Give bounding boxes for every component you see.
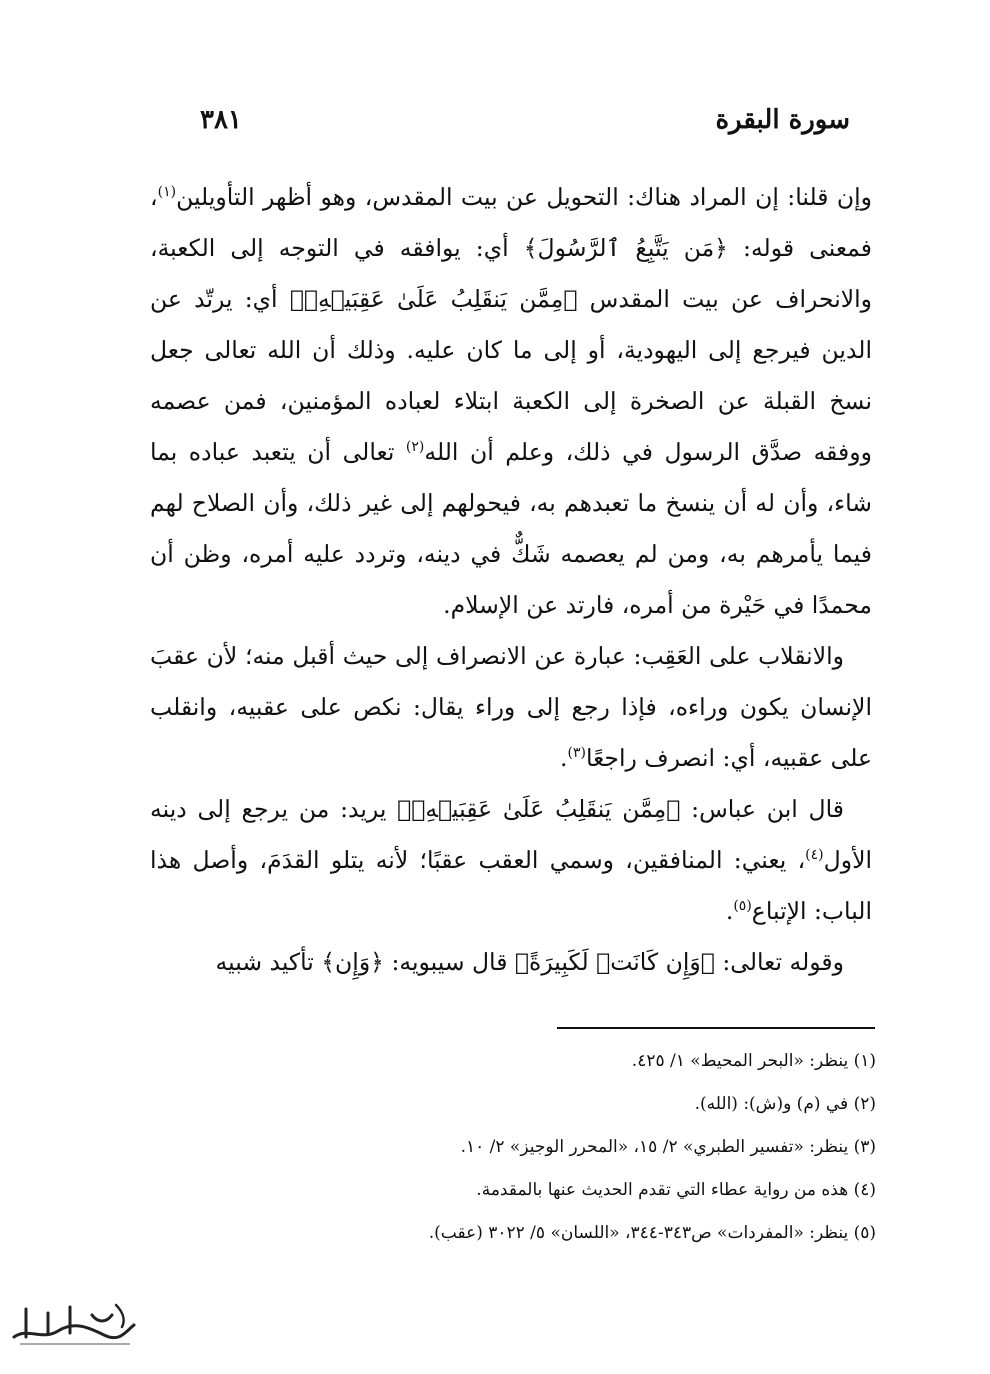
quran-quote: ﴿وَإِن كَانَتۡ لَكَبِيرَةً﴾	[514, 948, 715, 976]
text-run: قال سيبويه:	[383, 948, 515, 976]
paragraph-3	[150, 784, 872, 937]
quran-quote: ﴿مِمَّن يَنقَلِبُ عَلَىٰ عَقِبَيۡهِۚ﴾	[289, 285, 578, 313]
quran-quote: ﴿وَإِن﴾	[321, 948, 384, 976]
text-run: تأكيد شبيه	[215, 948, 322, 976]
page-header	[200, 100, 850, 140]
footnote-divider	[557, 1027, 875, 1029]
paragraph-4	[150, 937, 872, 988]
text-run: قال ابن عباس:	[680, 795, 845, 823]
footnote-ref-1[interactable]: (١)	[157, 184, 177, 201]
text-run: ، يعني: المنافقين، وسمي العقب عقبًا؛ لأنه يتلو القدَمَ، وأصل هذا الباب: الإتباع	[150, 846, 872, 925]
publisher-logo	[8, 1297, 140, 1349]
main-text	[150, 172, 872, 988]
page-number: ٣٨١	[200, 105, 242, 135]
footnote-5: (٥) ينظر: «المفردات» ص٣٤٣-٣٤٤، «اللسان» ٥/ ٣٠٢٢ (عقب).	[428, 1223, 876, 1243]
text-run: وإن قلنا: إن المراد هناك: التحويل عن بيت المقدس، وهو أظهر التأويلين	[176, 183, 872, 211]
footnote-ref-4[interactable]: (٤)	[805, 847, 824, 864]
quran-quote: ﴿مَن يَتَّبِعُ ٱلرَّسُولَ﴾	[523, 234, 728, 262]
text-run: ، فمعنى قوله:	[150, 183, 872, 262]
paragraph-2	[150, 631, 872, 784]
paragraph-1	[150, 172, 872, 631]
text-run: وقوله تعالى:	[714, 948, 844, 976]
text-run: .	[725, 897, 734, 925]
footnote-4: (٤) هذه من رواية عطاء التي تقدم الحديث عنها بالمقدمة.	[476, 1180, 876, 1200]
footnote-ref-2[interactable]: (٢)	[405, 439, 425, 456]
text-run: والانقلاب على العَقِب: عبارة عن الانصراف إلى حيث أقبل منه؛ لأن عقبَ الإنسان يكون وراءه، فإذا رجع إلى وراء يقال: نكص على عقبيه، وانقلب على عقبيه، أي: انصرف راجعًا	[150, 642, 872, 772]
footnote-3: (٣) ينظر: «تفسير الطبري» ٢/ ١٥، «المحرر الوجيز» ٢/ ١٠.	[460, 1137, 876, 1157]
text-run: .	[559, 744, 568, 772]
surah-title: سورة البقرة	[715, 105, 850, 135]
footnote-1: (١) ينظر: «البحر المحيط» ١/ ٤٢٥.	[631, 1051, 876, 1071]
text-run: يريد: من يرجع إلى دينه الأول	[150, 795, 872, 874]
footnote-ref-3[interactable]: (٣)	[567, 745, 586, 762]
quran-quote: ﴿مِمَّن يَنقَلِبُ عَلَىٰ عَقِبَيۡهِۚ﴾	[397, 795, 681, 823]
footnote-2: (٢) في (م) و(ش): (الله).	[694, 1094, 876, 1114]
text-run: أي: يوافقه في التوجه إلى الكعبة، والانحراف عن بيت المقدس	[150, 234, 873, 313]
footnotes	[200, 1040, 876, 1255]
text-run: تعالى أن يتعبد عباده بما شاء، وأن له أن ينسخ ما تعبدهم به، فيحولهم إلى غير ذلك، وأن الصلاح لهم فيما يأمرهم به، ومن لم يعصمه شَكٌّ في دينه، وتردد عليه أمره، وظن أن محمدًا في حَيْرة من أمره، فارتد عن الإسلام.	[150, 438, 872, 619]
footnote-ref-5[interactable]: (٥)	[733, 898, 752, 915]
text-run: أي: يرتّد عن الدين فيرجع إلى اليهودية، أو إلى ما كان عليه. وذلك أن الله تعالى جعل نسخ القبلة عن الصخرة إلى الكعبة ابتلاء لعباده المؤمنين، فمن عصمه ووفقه صدَّق الرسول في ذلك، وعلم أن الله	[150, 285, 872, 466]
